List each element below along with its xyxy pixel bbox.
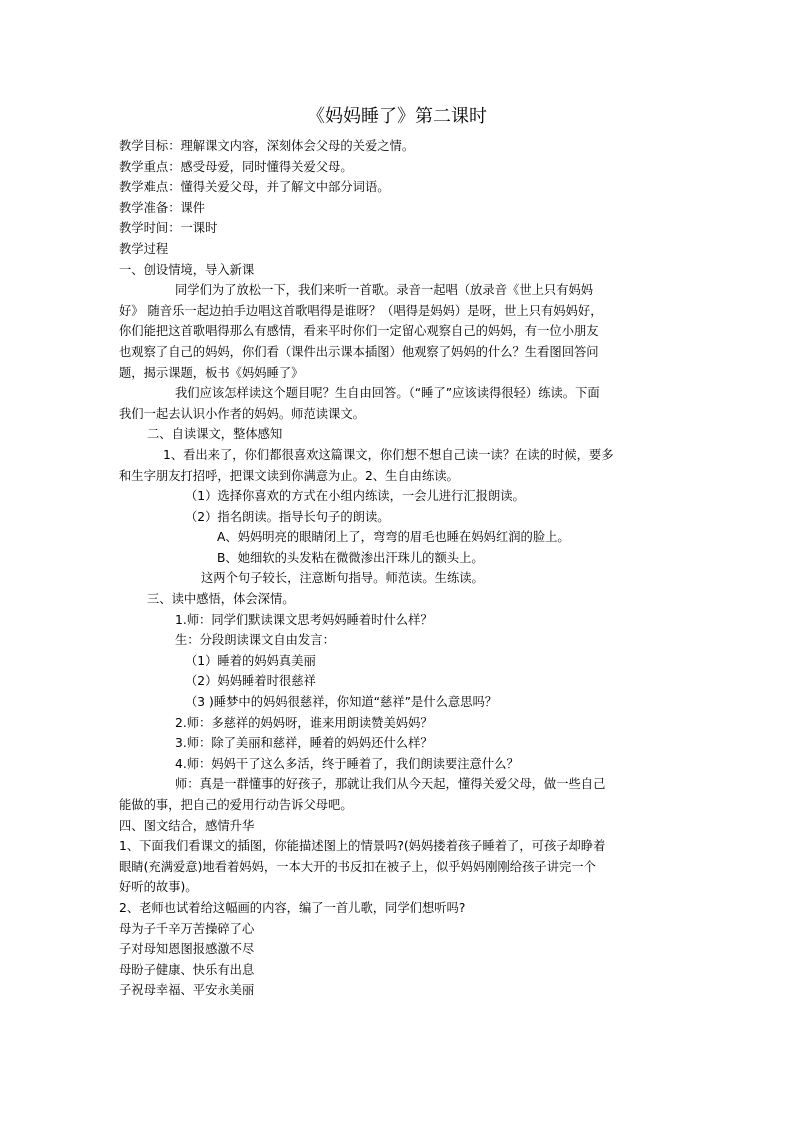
text-line: 1.师：同学们默读课文思考妈妈睡着时什么样？ xyxy=(175,612,433,627)
text-line: 2.师：多慈祥的妈妈呀，谁来用朗读赞美妈妈？ xyxy=(175,715,433,730)
text-line: 题，揭示课题，板书《妈妈睡了》 xyxy=(119,365,304,380)
text-line: （2）妈妈睡着时很慈祥 xyxy=(185,674,316,689)
text-line: 2、老师也试着给这幅画的内容，编了一首儿歌，同学们想听吗? xyxy=(119,900,466,915)
text-line: 眼睛(充满爱意)地看着妈妈，一本大开的书反扣在被子上，似乎妈妈刚刚给孩子讲完一个 xyxy=(119,859,596,874)
poem-line: 子对母知恩图报感激不尽 xyxy=(119,942,255,957)
text-line: 你们能把这首歌唱得那么有感情，看来平时你们一定留心观察自己的妈妈，有一位小朋友 xyxy=(119,324,599,339)
text-line: （1）睡着的妈妈真美丽 xyxy=(185,653,316,668)
document-body xyxy=(119,136,679,1001)
text-line: 能做的事，把自己的爱用行动告诉父母吧。 xyxy=(119,798,353,812)
text-line: 教学目标：理解课文内容，深刻体会父母的关爱之情。 xyxy=(119,139,415,153)
text-line: （3 )睡梦中的妈妈很慈祥，你知道“慈祥”是什么意思吗？ xyxy=(185,695,498,710)
page-title: 《妈妈睡了》第二课时 xyxy=(307,106,487,127)
poem-line: 母为子千辛万苦操碎了心 xyxy=(119,921,255,936)
text-line: 好》 随音乐一起边拍手边唱这首歌唱得是谁呀？（唱得是妈妈）是呀，世上只有妈妈好， xyxy=(119,303,603,318)
text-line: 和生字朋友打招呼，把课文读到你满意为止。2、生自由练读。 xyxy=(119,468,459,483)
text-line: 师：真是一群懂事的好孩子，那就让我们从今天起，懂得关爱父母，做一些自己 xyxy=(175,777,606,792)
poem-line: 子祝母幸福、平安永美丽 xyxy=(119,983,255,998)
poem-line: 母盼子健康、快乐有出息 xyxy=(119,962,255,977)
text-line: 好听的故事)。 xyxy=(119,880,198,895)
section-heading: 四、图文结合，感情升华 xyxy=(119,818,255,833)
text-line: 也观察了自己的妈妈，你们看（课件出示课本插图）他观察了妈妈的什么？生看图回答问 xyxy=(119,344,599,359)
text-line: （2）指名朗读。指导长句子的朗读。 xyxy=(185,509,390,524)
text-line: B、她细软的头发粘在微微渗出汗珠儿的额头上。 xyxy=(217,550,484,565)
section-heading: 三、读中感悟，体会深情。 xyxy=(147,592,295,607)
text-line: （1）选择你喜欢的方式在小组内练读，一会儿进行汇报朗读。 xyxy=(185,489,525,504)
text-line: 1、下面我们看课文的插图，你能描述图上的情景吗?(妈妈搂着孩子睡着了，可孩子却睁着 xyxy=(119,839,606,854)
text-line: 这两个句子较长，注意断句指导。师范读。生练读。 xyxy=(201,571,484,586)
text-line: 4.师：妈妈干了这么多活，终于睡着了，我们朗读要注意什么？ xyxy=(175,756,519,771)
text-line: 我们应该怎样读这个题目呢？生自由回答。（“睡了”应该读得很轻）练读。下面 xyxy=(175,386,600,401)
text-line: 教学难点：懂得关爱父母，并了解文中部分词语。 xyxy=(119,180,390,195)
section-heading: 一、创设情境，导入新课 xyxy=(119,262,255,277)
text-line: 3.师：除了美丽和慈祥，睡着的妈妈还什么样？ xyxy=(175,736,433,751)
text-line: 同学们为了放松一下，我们来听一首歌。录音一起唱（放录音《世上只有妈妈 xyxy=(175,283,594,298)
text-line: 生：分段朗读课文自由发言： xyxy=(175,633,335,648)
text-line: A、妈妈明亮的眼睛闭上了，弯弯的眉毛也睡在妈妈红润的脸上。 xyxy=(217,530,570,545)
text-line: 1、看出来了，你们都很喜欢这篇课文，你们想不想自己读一读？在读的时候，要多 xyxy=(163,447,614,462)
section-heading: 二、自读课文，整体感知 xyxy=(147,427,283,442)
text-line: 教学时间：一课时 xyxy=(119,221,218,236)
text-line: 教学重点：感受母爱，同时懂得关爱父母。 xyxy=(119,159,353,174)
text-line: 教学准备：课件 xyxy=(119,200,206,215)
section-heading: 教学过程 xyxy=(119,241,169,256)
text-line: 我们一起去认识小作者的妈妈。师范读课文。 xyxy=(119,406,365,421)
